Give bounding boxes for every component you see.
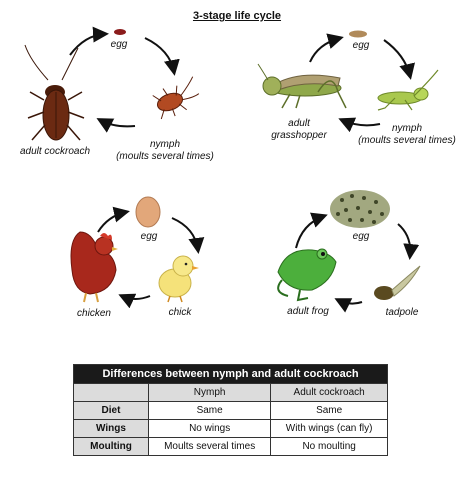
cockroach-arrow-egg-nymph (145, 38, 174, 72)
cell-diet-adult: Same (271, 402, 388, 420)
hen-drawing (71, 232, 118, 302)
adult-frog-label: adult frog (287, 306, 329, 317)
chicken-arrow-egg-chick (172, 218, 198, 250)
adult-frog-drawing (278, 249, 336, 300)
chicken-label: chicken (77, 308, 111, 319)
cockroach-arrow-nymph-adult (100, 120, 135, 126)
frog-cycle (278, 190, 420, 304)
grasshopper-nymph (378, 70, 438, 110)
adult-cockroach-drawing (25, 45, 84, 140)
tadpole-label: tadpole (385, 307, 419, 318)
cockroach-nymph (151, 77, 203, 121)
table-title: Differences between nymph and adult cockroach (74, 365, 388, 384)
table-column-headers (74, 384, 388, 402)
chick-label: chick (168, 307, 192, 318)
grasshopper-egg-label: egg (352, 40, 370, 51)
chick-drawing (159, 256, 199, 302)
cockroach-egg-label: egg (110, 39, 128, 50)
grasshopper-arrow-adult-egg (310, 38, 340, 62)
differences-table (73, 364, 388, 456)
cell-wings-adult: With wings (can fly) (271, 420, 388, 438)
frog-arrow-egg-tadpole (398, 224, 410, 256)
table-corner-cell (74, 384, 149, 402)
cell-wings-nymph: No wings (149, 420, 271, 438)
chicken-cycle (71, 197, 199, 302)
frog-arrow-frog-egg (296, 216, 324, 248)
cell-diet-nymph: Same (149, 402, 271, 420)
cockroach-nymph-note: (moults several times) (116, 151, 214, 162)
row-label-diet: Diet (74, 402, 149, 420)
adult-grasshopper-label-2: grasshopper (271, 130, 327, 141)
frog-arrow-tadpole-frog (338, 300, 362, 304)
grasshopper-nymph-note: (moults several times) (358, 135, 456, 146)
adult-grasshopper-drawing (258, 64, 346, 108)
frog-spawn (330, 190, 390, 228)
adult-cockroach-label: adult cockroach (19, 146, 91, 157)
column-header-nymph: Nymph (149, 384, 271, 402)
grasshopper-arrow-egg-nymph (384, 40, 410, 76)
cockroach-arrow-adult-egg (70, 34, 105, 55)
chicken-egg (136, 197, 160, 227)
frog-egg-label: egg (352, 231, 370, 242)
row-label-wings: Wings (74, 420, 149, 438)
cell-moulting-adult: No moulting (271, 438, 388, 456)
table-row (74, 420, 388, 438)
column-header-adult: Adult cockroach (271, 384, 388, 402)
diagram-title: 3-stage life cycle (192, 10, 282, 22)
cell-moulting-nymph: Moults several times (149, 438, 271, 456)
cockroach-egg (114, 29, 126, 35)
table-row (74, 402, 388, 420)
chicken-arrow-chick-hen (122, 296, 150, 299)
grasshopper-egg (349, 31, 367, 38)
chicken-arrow-hen-egg (98, 212, 126, 232)
chicken-egg-label: egg (140, 231, 158, 242)
cockroach-nymph-label: nymph (149, 139, 180, 150)
tadpole-drawing (374, 266, 420, 300)
adult-grasshopper-label-1: adult (288, 118, 310, 129)
table-row (74, 438, 388, 456)
row-label-moulting: Moulting (74, 438, 149, 456)
grasshopper-nymph-label: nymph (391, 123, 422, 134)
